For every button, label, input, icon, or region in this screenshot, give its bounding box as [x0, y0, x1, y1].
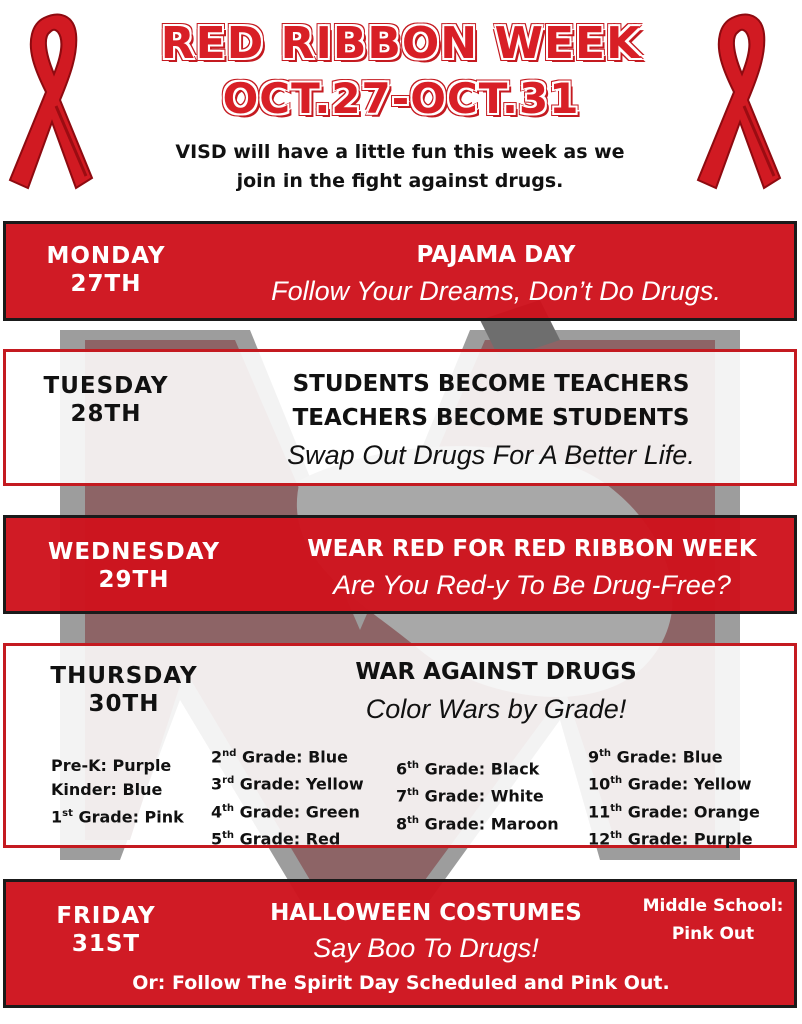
- day-name: WEDNESDAY: [47, 539, 221, 565]
- grade-color-item: 7th Grade: White: [396, 786, 544, 806]
- day-slogan: Are You Red-y To Be Drug-Free?: [333, 570, 731, 600]
- day-date: 30TH: [88, 691, 160, 717]
- grade-column: [396, 754, 559, 836]
- grade-column: [588, 742, 760, 851]
- day-slogan: Swap Out Drugs For A Better Life.: [287, 440, 695, 470]
- intro-line: join in the fight against drugs.: [236, 170, 564, 192]
- day-theme: STUDENTS BECOME TEACHERS: [292, 371, 690, 397]
- day-name: MONDAY: [46, 243, 166, 269]
- grade-column: [211, 742, 364, 851]
- date-range: OCT.27-OCT.31: [222, 74, 580, 123]
- day-name: THURSDAY: [50, 663, 198, 689]
- day-theme: WEAR RED FOR RED RIBBON WEEK: [307, 536, 757, 562]
- tuesday-band: [3, 349, 797, 486]
- day-slogan: Follow Your Dreams, Don’t Do Drugs.: [271, 276, 721, 306]
- grade-color-item: 5th Grade: Red: [211, 829, 341, 849]
- grade-color-item: 2nd Grade: Blue: [211, 747, 349, 767]
- thursday-band: [3, 643, 797, 848]
- day-name: FRIDAY: [56, 903, 156, 929]
- wednesday-band: [3, 515, 797, 614]
- day-theme: HALLOWEEN COSTUMES: [270, 900, 582, 926]
- monday-band: [3, 221, 797, 321]
- friday-band: [3, 879, 797, 1008]
- day-date: 28TH: [70, 401, 142, 427]
- day-date: 27TH: [70, 271, 142, 297]
- day-name: TUESDAY: [43, 373, 169, 399]
- grade-color-item: 9th Grade: Blue: [588, 747, 723, 767]
- grade-color-item: 3rd Grade: Yellow: [211, 774, 364, 794]
- grade-color-item: 10th Grade: Yellow: [588, 774, 752, 794]
- day-label: [6, 372, 206, 428]
- day-theme: WAR AGAINST DRUGS: [355, 659, 637, 685]
- intro-text: [150, 138, 650, 196]
- day-label: [6, 538, 262, 594]
- grade-column: [51, 754, 184, 829]
- day-date: 31ST: [71, 931, 141, 957]
- friday-footer: Or: Follow The Spirit Day Scheduled and Pink Out.: [132, 972, 670, 994]
- grade-color-item: 1st Grade: Pink: [51, 807, 184, 827]
- note-line: Middle School:: [642, 896, 784, 916]
- day-theme: PAJAMA DAY: [416, 242, 576, 268]
- day-date: 29TH: [98, 567, 170, 593]
- day-theme: TEACHERS BECOME STUDENTS: [292, 405, 690, 431]
- day-slogan: Say Boo To Drugs!: [313, 933, 539, 963]
- grade-color-item: 8th Grade: Maroon: [396, 813, 559, 833]
- day-label: [6, 242, 206, 298]
- page-title: RED RIBBON WEEK: [160, 18, 642, 69]
- grade-color-item: 11th Grade: Orange: [588, 801, 760, 821]
- day-slogan: Color Wars by Grade!: [365, 694, 627, 724]
- intro-line: VISD will have a little fun this week as we: [175, 141, 625, 163]
- grade-color-item: 4th Grade: Green: [211, 801, 360, 821]
- middle-school-note: [628, 892, 798, 948]
- grade-color-item: Kinder: Blue: [51, 780, 163, 799]
- grade-color-item: 12th Grade: Purple: [588, 829, 753, 849]
- grade-color-item: 6th Grade: Black: [396, 759, 540, 779]
- grade-color-item: Pre-K: Purple: [51, 756, 172, 775]
- note-line: Pink Out: [671, 924, 755, 944]
